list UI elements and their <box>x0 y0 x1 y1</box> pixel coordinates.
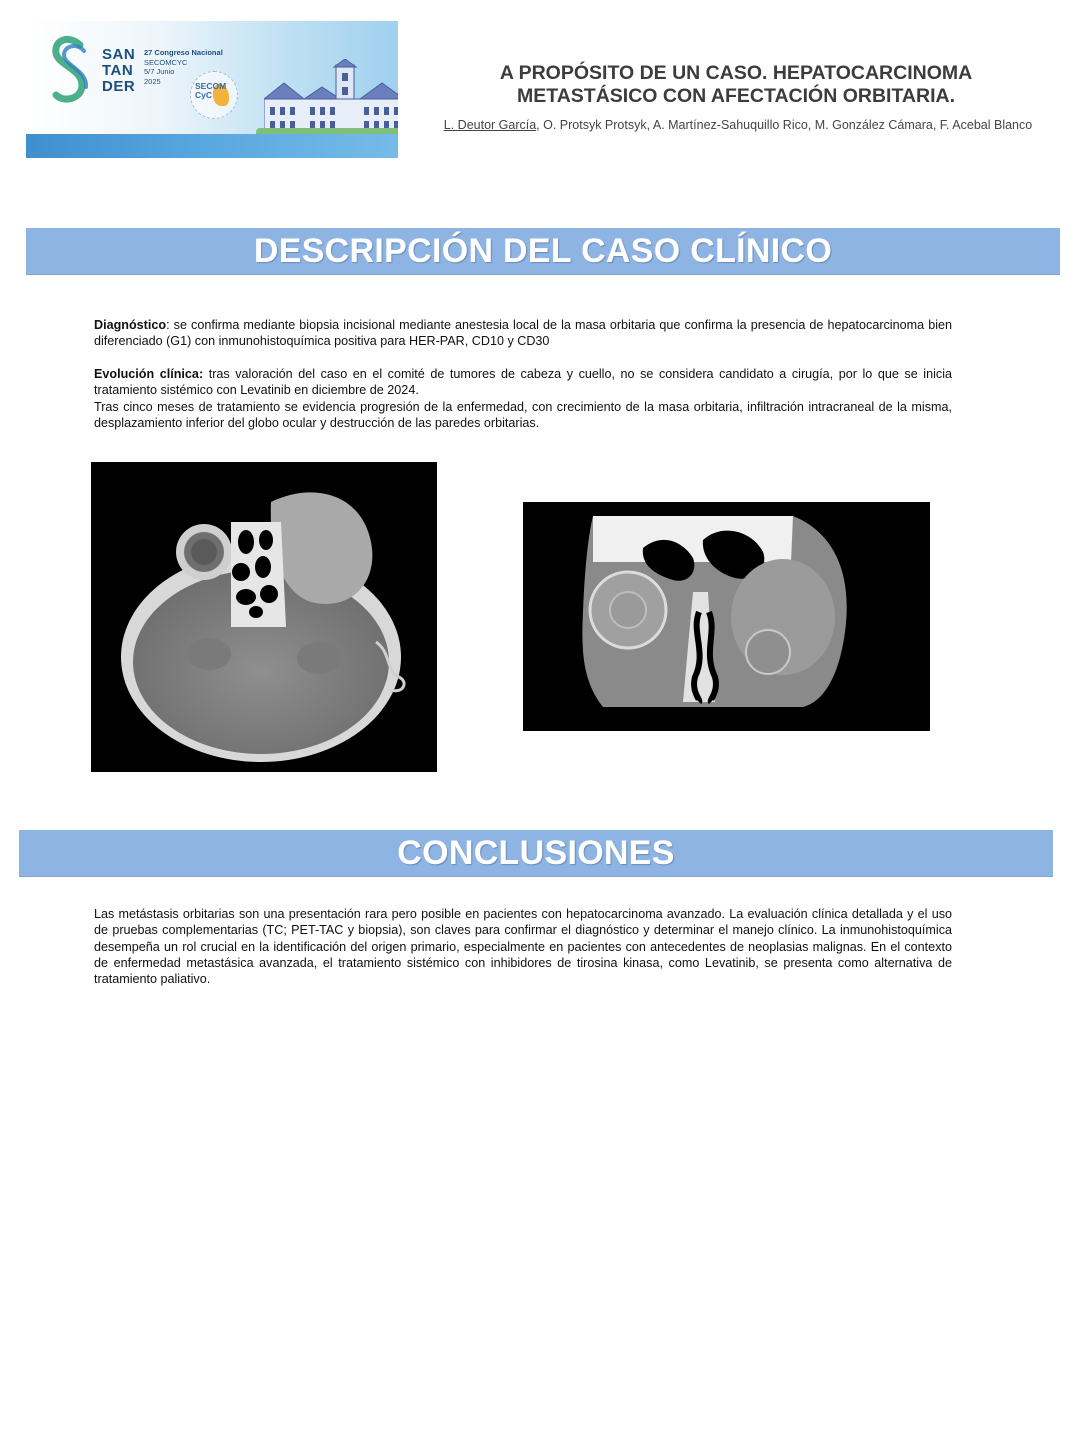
ct-coronal-drawing <box>523 502 930 731</box>
ct-axial-drawing <box>91 462 437 772</box>
poster-title <box>436 62 1036 108</box>
case-section-heading: DESCRIPCIÓN DEL CASO CLÍNICO <box>26 228 1060 275</box>
city-wordmark <box>102 47 135 95</box>
conclusions-section-heading: CONCLUSIONES <box>19 830 1053 877</box>
congress-name: 27 Congreso Nacional <box>144 48 223 57</box>
evolution-paragraph <box>94 366 952 431</box>
diagnosis-text: : se confirma mediante biopsia incisional mediante anestesia local de la masa orbitaria que confirma la presencia de hepatocarcinoma bien diferenciado (G1) con inmunohistoquímica positiva para HER-PAR, CD10 y CD30 <box>94 318 952 349</box>
evolution-text: tras valoración del caso en el comité de tumores de cabeza y cuello, no se considera candidato a cirugía, por lo que se inicia tratamiento sistémico con Levatinib en diciembre de 2024. <box>94 367 952 398</box>
city-line-1: SAN <box>102 46 136 63</box>
title-line-1: A PROPÓSITO DE UN CASO. HEPATOCARCINOMA <box>499 62 973 84</box>
diagnosis-paragraph <box>94 317 952 350</box>
ct-axial-image <box>91 462 437 772</box>
evolution-label: Evolución clínica: <box>94 367 204 381</box>
banner-stripe <box>26 134 398 158</box>
other-authors: , O. Protsyk Protsyk, A. Martínez-Sahuquillo Rico, M. González Cámara, F. Acebal Blanco <box>536 118 1033 132</box>
congress-society: SECOMCYC <box>144 57 188 67</box>
congress-banner <box>26 21 398 158</box>
diagnosis-label: Diagnóstico <box>94 318 167 332</box>
secom-logo-line1: SECOM <box>195 81 227 91</box>
first-author: L. Deutor García <box>443 118 537 132</box>
santander-s-logo <box>48 35 92 107</box>
ct-coronal-image <box>523 502 930 731</box>
city-line-2: TAN <box>102 62 134 79</box>
progression-text: Tras cinco meses de tratamiento se evidencia progresión de la enfermedad, con crecimiento de la masa orbitaria, infiltración intracraneal de la misma, desplazamiento inferior del globo ocular y destrucción de las paredes orbitarias. <box>94 399 952 430</box>
secom-logo-line2: CyC <box>195 90 213 100</box>
title-line-2: METASTÁSICO CON AFECTACIÓN ORBITARIA. <box>516 85 955 107</box>
congress-year: 2025 <box>144 76 161 86</box>
author-list <box>420 118 1056 132</box>
secomcyc-logo <box>190 71 238 119</box>
congress-dates: 5/7 Junio <box>144 67 175 76</box>
city-line-3: DER <box>102 78 136 95</box>
conclusions-paragraph: Las metástasis orbitarias son una presentación rara pero posible en pacientes con hepatocarcinoma avanzado. La evaluación clínica detallada y el uso de pruebas complementarias (TC; PET-TAC y biopsia), son claves para confirmar el diagnóstico y determinar el manejo clínico. La inmunohistoquímica desempeña un rol crucial en la identificación del origen primario, especialmente en pacientes con antecedentes de neoplasias malignas. En el contexto de enfermedad metastásica avanzada, el tratamiento sistémico con inhibidores de tirosina kinasa, como Levatinib, se presenta como alternativa de tratamiento paliativo. <box>94 907 952 987</box>
